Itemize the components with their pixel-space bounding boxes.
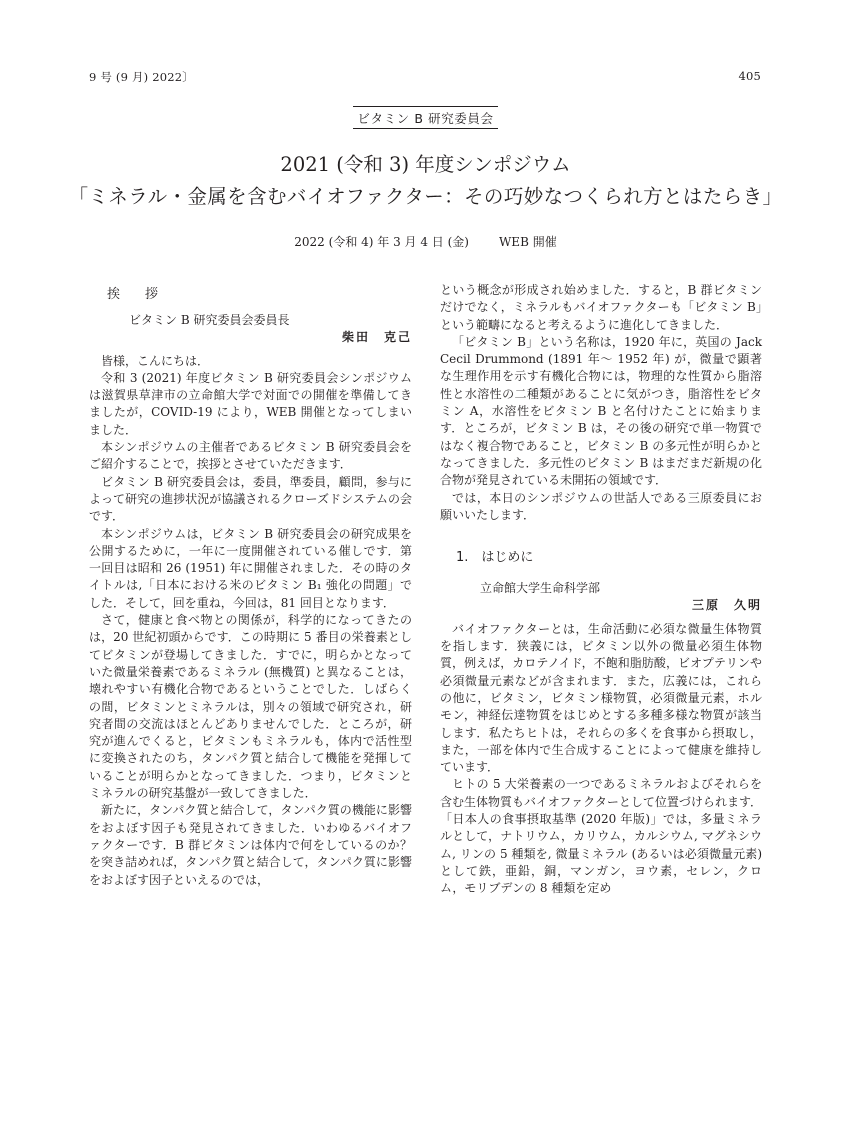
greeting-affiliation: ビタミン B 研究委員会委員長 (129, 313, 290, 327)
symposium-theme: 「ミネラル・金属を含むバイオファクター：その巧妙なつくられ方とはたらき」 (68, 185, 783, 208)
paragraph: では，本日のシンポジウムの世話人である三原委員にお願いいたします． (440, 490, 762, 522)
right-column (440, 282, 762, 898)
symposium-venue: WEB 開催 (498, 235, 557, 249)
section-affiliation: 立命館大学生命科学部 (480, 581, 601, 596)
committee-banner (0, 106, 851, 129)
paragraph: 新たに，タンパク質と結合して，タンパク質の機能に影響をおよぼす因子も発見されてきました．いわゆるバイオファクターです．B 群ビタミンは体内で何をしているのか？を突き詰めれば，タンパク質と結合して，タンパク質に影響をおよぼす因子といえるのでは， (89, 803, 412, 887)
paragraph: 令和 3 (2021) 年度ビタミン B 研究委員会シンポジウムは滋賀県草津市の立命館大学で対面での開催を準備してきましたが，COVID-19 により，WEB 開催となってしまいました． (89, 370, 412, 437)
symposium-date: 2022 (令和 4) 年 3 月 4 日 (金) (294, 235, 469, 249)
section-author: 三原 久明 (691, 598, 762, 613)
greeting-heading: 挨 拶 (107, 287, 165, 302)
symposium-title: 2021 (令和 3) 年度シンポジウム (280, 153, 571, 176)
paragraph: 「ビタミン B」という名称は，1920 年に，英国の Jack Cecil Drummond (1891 年～ 1952 年) が，微量で顕著な生理作用を示す有機化合物には，物理的な性質から脂溶性と水溶性の二種類があることに気がつき，脂溶性をビタミン A，水溶性をビタミン B と名付けたことに始まります．ところが，ビタミン B は，その後の研究で単一物質ではなく複合物であること，ビタミン B の多元性が明らかとなってきました．多元性のビタミン B はまだまだ新規の化合物が発見されている未開拓の領域です． (440, 334, 762, 488)
committee-label: ビタミン B 研究委員会 (353, 106, 497, 129)
paragraph: という概念が形成され始めました．すると，B 群ビタミンだけでなく，ミネラルもバイオファクターも「ビタミン B」という範疇になると考えるように進化してきました． (440, 283, 762, 332)
paragraph: さて，健康と食べ物との関係が，科学的になってきたのは，20 世紀初頭からです．この時期に 5 番目の栄養素としてビタミンが登場してきました．すでに，明らかとなっていた微量栄養素であるミネラル (無機質) と異なることは，壊れやすい有機化合物であるということでした．しばらくの間，ビタミンとミネラルは，別々の領域で研究され，研究者間の交流はほとんどありませんでした．ところが，研究が進んでくると，ビタミンもミネラルも，体内で活性型に変換されたのち，タンパク質と結合して機能を発揮していることが明らかとなってきました．つまり，ビタミンとミネラルの研究基盤が一致してきました． (89, 613, 412, 801)
paragraph: 皆様，こんにちは． (101, 353, 210, 368)
greeting-author: 柴田 克己 (341, 330, 412, 345)
page-number: 405 (738, 69, 761, 83)
date-line (0, 233, 851, 250)
paragraph: ヒトの 5 大栄養素の一つであるミネラルおよびそれらを含む生体物質もバイオファクターとして位置づけられます．「日本人の食事摂取基準 (2020 年版)」では，多量ミネラルとして，ナトリウム，カリウム，カルシウム, マグネシウム, リンの 5 種類を, 微量ミネラル (あるいは必須微量元素) として鉄，亜鉛，銅，マンガン，ヨウ素，セレン，クロム，モリブデンの 8 種類を定め (440, 777, 762, 896)
running-header-issue: 9 号 (9 月) 2022〕 (89, 70, 194, 84)
paragraph: 本シンポジウムは，ビタミン B 研究委員会の研究成果を公開するために，一年に一度開催されている催しです．第一回目は昭和 26 (1951) 年に開催されました．その時のタイトルは,「日本における米のビタミン B₁ 強化の問題」でした．そして，回を重ね，今回は，81 回目となります． (89, 526, 412, 610)
paragraph: バイオファクターとは，生命活動に必須な微量生体物質を指します．狭義には，ビタミン以外の微量必須生体物質，例えば，カロテノイド，不飽和脂肪酸，ビオプテリンや必須微量元素などが含まれます．また，広義には，これらの他に，ビタミン，ビタミン様物質，必須微量元素，ホルモン，神経伝達物質をはじめとする多種多様な物質が該当します．私たちヒトは，それらの多くを食事から摂取し，また，一部を体内で生合成することによって健康を維持しています． (440, 621, 762, 775)
section-heading: 1. はじめに (456, 550, 534, 566)
left-column (89, 282, 412, 889)
paragraph: ビタミン B 研究委員会は，委員，準委員，顧問，参与によって研究の進捗状況が協議されるクローズドシステムの会です． (89, 474, 412, 524)
paragraph: 本シンポジウムの主催者であるビタミン B 研究委員会をご紹介することで，挨拶とさせていただきます． (89, 440, 412, 472)
